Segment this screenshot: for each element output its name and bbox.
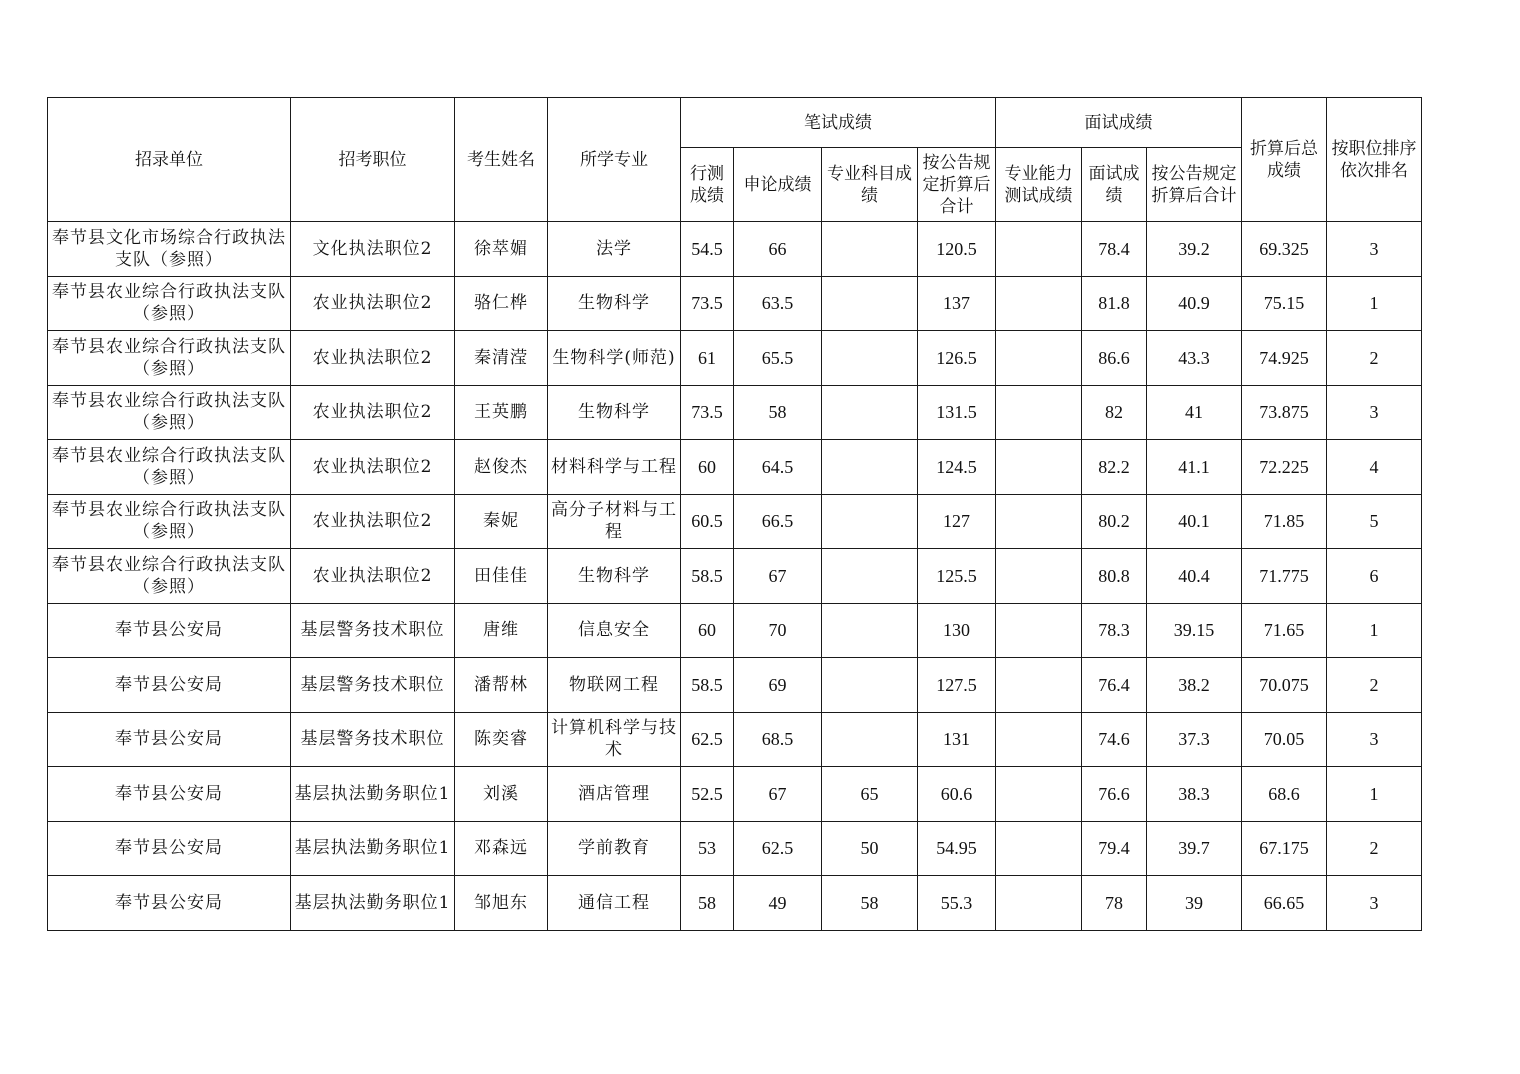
header-rank: 按职位排序依次排名 [1327,98,1422,222]
header-written-converted-text: 按公告规定折算后合计 [922,152,991,217]
table-row [48,658,1422,713]
cell-ability [996,494,1082,549]
cell-major: 计算机科学与技术 [548,712,681,767]
cell-total: 66.65 [1242,876,1327,931]
cell-unit: 奉节县农业综合行政执法支队（参照） [48,276,291,331]
cell-interview: 86.6 [1082,331,1147,386]
table-header [48,98,1422,222]
cell-interview: 76.6 [1082,767,1147,822]
cell-total: 73.875 [1242,385,1327,440]
cell-special [822,549,918,604]
cell-rank: 3 [1327,222,1422,277]
cell-interview-total: 39.15 [1147,603,1242,658]
cell-special: 58 [822,876,918,931]
cell-unit: 奉节县文化市场综合行政执法支队（参照） [48,222,291,277]
cell-xingce: 58.5 [681,549,734,604]
cell-name: 邓森远 [455,821,548,876]
cell-xingce: 73.5 [681,385,734,440]
cell-name: 田佳佳 [455,549,548,604]
cell-interview-total: 38.3 [1147,767,1242,822]
cell-written-total: 126.5 [918,331,996,386]
cell-interview: 82 [1082,385,1147,440]
header-major: 所学专业 [548,98,681,222]
cell-written-total: 131.5 [918,385,996,440]
cell-interview-total: 40.4 [1147,549,1242,604]
cell-rank: 2 [1327,821,1422,876]
cell-shenlun: 65.5 [734,331,822,386]
cell-total: 74.925 [1242,331,1327,386]
cell-xingce: 54.5 [681,222,734,277]
header-unit: 招录单位 [48,98,291,222]
cell-written-total: 125.5 [918,549,996,604]
cell-special [822,385,918,440]
cell-ability [996,658,1082,713]
cell-position: 基层执法勤务职位1 [291,876,455,931]
cell-written-total: 54.95 [918,821,996,876]
score-sheet [47,97,1422,931]
cell-special [822,440,918,495]
header-written-group: 笔试成绩 [681,98,996,148]
cell-special: 50 [822,821,918,876]
cell-written-total: 127.5 [918,658,996,713]
cell-unit: 奉节县农业综合行政执法支队（参照） [48,331,291,386]
table-row [48,603,1422,658]
cell-shenlun: 66 [734,222,822,277]
cell-interview: 74.6 [1082,712,1147,767]
cell-written-total: 131 [918,712,996,767]
cell-xingce: 58 [681,876,734,931]
cell-rank: 2 [1327,331,1422,386]
cell-special [822,494,918,549]
cell-name: 潘帮林 [455,658,548,713]
table-row [48,549,1422,604]
cell-shenlun: 66.5 [734,494,822,549]
cell-unit: 奉节县公安局 [48,821,291,876]
cell-interview-total: 41 [1147,385,1242,440]
cell-special [822,331,918,386]
cell-unit: 奉节县公安局 [48,767,291,822]
cell-unit: 奉节县公安局 [48,876,291,931]
cell-unit: 奉节县公安局 [48,712,291,767]
cell-name: 王英鹏 [455,385,548,440]
cell-ability [996,603,1082,658]
cell-name: 陈奕睿 [455,712,548,767]
cell-unit: 奉节县农业综合行政执法支队（参照） [48,549,291,604]
header-ability-test: 专业能力测试成绩 [996,148,1082,222]
cell-position: 农业执法职位2 [291,440,455,495]
cell-position: 农业执法职位2 [291,385,455,440]
header-total: 折算后总成绩 [1242,98,1327,222]
cell-ability [996,331,1082,386]
cell-xingce: 60 [681,440,734,495]
cell-position: 基层警务技术职位 [291,603,455,658]
table-row [48,331,1422,386]
cell-xingce: 58.5 [681,658,734,713]
cell-total: 72.225 [1242,440,1327,495]
cell-xingce: 60 [681,603,734,658]
cell-unit: 奉节县农业综合行政执法支队（参照） [48,440,291,495]
cell-shenlun: 49 [734,876,822,931]
cell-total: 68.6 [1242,767,1327,822]
header-interview: 面试成绩 [1082,148,1147,222]
cell-name: 唐维 [455,603,548,658]
header-shenlun: 申论成绩 [734,148,822,222]
cell-ability [996,767,1082,822]
cell-interview-total: 39.7 [1147,821,1242,876]
cell-rank: 1 [1327,767,1422,822]
cell-interview-total: 40.1 [1147,494,1242,549]
cell-shenlun: 68.5 [734,712,822,767]
cell-special [822,222,918,277]
cell-ability [996,440,1082,495]
cell-rank: 1 [1327,603,1422,658]
table-row [48,222,1422,277]
cell-unit: 奉节县公安局 [48,603,291,658]
cell-ability [996,276,1082,331]
cell-interview: 78.4 [1082,222,1147,277]
cell-unit: 奉节县农业综合行政执法支队（参照） [48,385,291,440]
cell-major: 信息安全 [548,603,681,658]
cell-major: 学前教育 [548,821,681,876]
cell-major: 通信工程 [548,876,681,931]
cell-interview: 78 [1082,876,1147,931]
cell-name: 秦清滢 [455,331,548,386]
cell-position: 农业执法职位2 [291,494,455,549]
cell-major: 酒店管理 [548,767,681,822]
header-interview-group: 面试成绩 [996,98,1242,148]
cell-name: 邹旭东 [455,876,548,931]
cell-name: 骆仁桦 [455,276,548,331]
cell-shenlun: 63.5 [734,276,822,331]
cell-major: 生物科学(师范) [548,331,681,386]
cell-shenlun: 67 [734,767,822,822]
cell-name: 徐萃媚 [455,222,548,277]
table-body [48,222,1422,931]
cell-name: 秦妮 [455,494,548,549]
cell-special [822,603,918,658]
cell-written-total: 124.5 [918,440,996,495]
cell-interview-total: 43.3 [1147,331,1242,386]
header-special-subject: 专业科目成绩 [822,148,918,222]
cell-major: 生物科学 [548,385,681,440]
cell-position: 基层执法勤务职位1 [291,821,455,876]
cell-ability [996,222,1082,277]
cell-position: 农业执法职位2 [291,331,455,386]
cell-ability [996,549,1082,604]
cell-xingce: 52.5 [681,767,734,822]
cell-total: 70.075 [1242,658,1327,713]
cell-major: 生物科学 [548,276,681,331]
cell-interview-total: 41.1 [1147,440,1242,495]
cell-position: 基层警务技术职位 [291,712,455,767]
cell-total: 71.775 [1242,549,1327,604]
cell-total: 71.65 [1242,603,1327,658]
cell-shenlun: 69 [734,658,822,713]
cell-major: 生物科学 [548,549,681,604]
cell-interview-total: 39.2 [1147,222,1242,277]
cell-written-total: 127 [918,494,996,549]
cell-shenlun: 58 [734,385,822,440]
cell-shenlun: 64.5 [734,440,822,495]
table-row [48,276,1422,331]
cell-interview: 82.2 [1082,440,1147,495]
cell-interview-total: 38.2 [1147,658,1242,713]
cell-shenlun: 62.5 [734,821,822,876]
cell-interview: 80.2 [1082,494,1147,549]
cell-rank: 1 [1327,276,1422,331]
cell-interview-total: 37.3 [1147,712,1242,767]
header-xingce: 行测成绩 [681,148,734,222]
cell-total: 71.85 [1242,494,1327,549]
cell-interview-total: 40.9 [1147,276,1242,331]
header-position: 招考职位 [291,98,455,222]
cell-interview: 78.3 [1082,603,1147,658]
cell-total: 75.15 [1242,276,1327,331]
table-row [48,767,1422,822]
cell-interview-total: 39 [1147,876,1242,931]
cell-unit: 奉节县农业综合行政执法支队（参照） [48,494,291,549]
cell-special [822,658,918,713]
cell-written-total: 120.5 [918,222,996,277]
cell-rank: 6 [1327,549,1422,604]
cell-special: 65 [822,767,918,822]
cell-ability [996,712,1082,767]
cell-position: 基层执法勤务职位1 [291,767,455,822]
cell-total: 69.325 [1242,222,1327,277]
cell-name: 赵俊杰 [455,440,548,495]
cell-name: 刘溪 [455,767,548,822]
cell-ability [996,876,1082,931]
score-table [47,97,1422,931]
cell-position: 文化执法职位2 [291,222,455,277]
cell-written-total: 130 [918,603,996,658]
cell-written-total: 60.6 [918,767,996,822]
cell-rank: 3 [1327,876,1422,931]
cell-interview: 76.4 [1082,658,1147,713]
header-interview-converted: 按公告规定折算后合计 [1147,148,1242,222]
cell-special [822,712,918,767]
table-row [48,385,1422,440]
cell-major: 法学 [548,222,681,277]
cell-position: 农业执法职位2 [291,276,455,331]
cell-shenlun: 70 [734,603,822,658]
cell-xingce: 60.5 [681,494,734,549]
cell-xingce: 53 [681,821,734,876]
cell-ability [996,385,1082,440]
cell-position: 基层警务技术职位 [291,658,455,713]
table-row [48,440,1422,495]
cell-written-total: 137 [918,276,996,331]
cell-position: 农业执法职位2 [291,549,455,604]
cell-interview: 80.8 [1082,549,1147,604]
table-row [48,876,1422,931]
cell-total: 70.05 [1242,712,1327,767]
cell-major: 高分子材料与工程 [548,494,681,549]
cell-total: 67.175 [1242,821,1327,876]
cell-written-total: 55.3 [918,876,996,931]
cell-major: 物联网工程 [548,658,681,713]
cell-rank: 5 [1327,494,1422,549]
cell-shenlun: 67 [734,549,822,604]
cell-major: 材料科学与工程 [548,440,681,495]
cell-interview: 81.8 [1082,276,1147,331]
cell-rank: 4 [1327,440,1422,495]
cell-xingce: 73.5 [681,276,734,331]
cell-xingce: 61 [681,331,734,386]
table-row [48,821,1422,876]
table-row [48,494,1422,549]
cell-special [822,276,918,331]
cell-ability [996,821,1082,876]
cell-rank: 3 [1327,712,1422,767]
header-name: 考生姓名 [455,98,548,222]
cell-interview: 79.4 [1082,821,1147,876]
cell-rank: 3 [1327,385,1422,440]
cell-unit: 奉节县公安局 [48,658,291,713]
table-row [48,712,1422,767]
cell-rank: 2 [1327,658,1422,713]
cell-xingce: 62.5 [681,712,734,767]
header-written-converted [918,148,996,222]
